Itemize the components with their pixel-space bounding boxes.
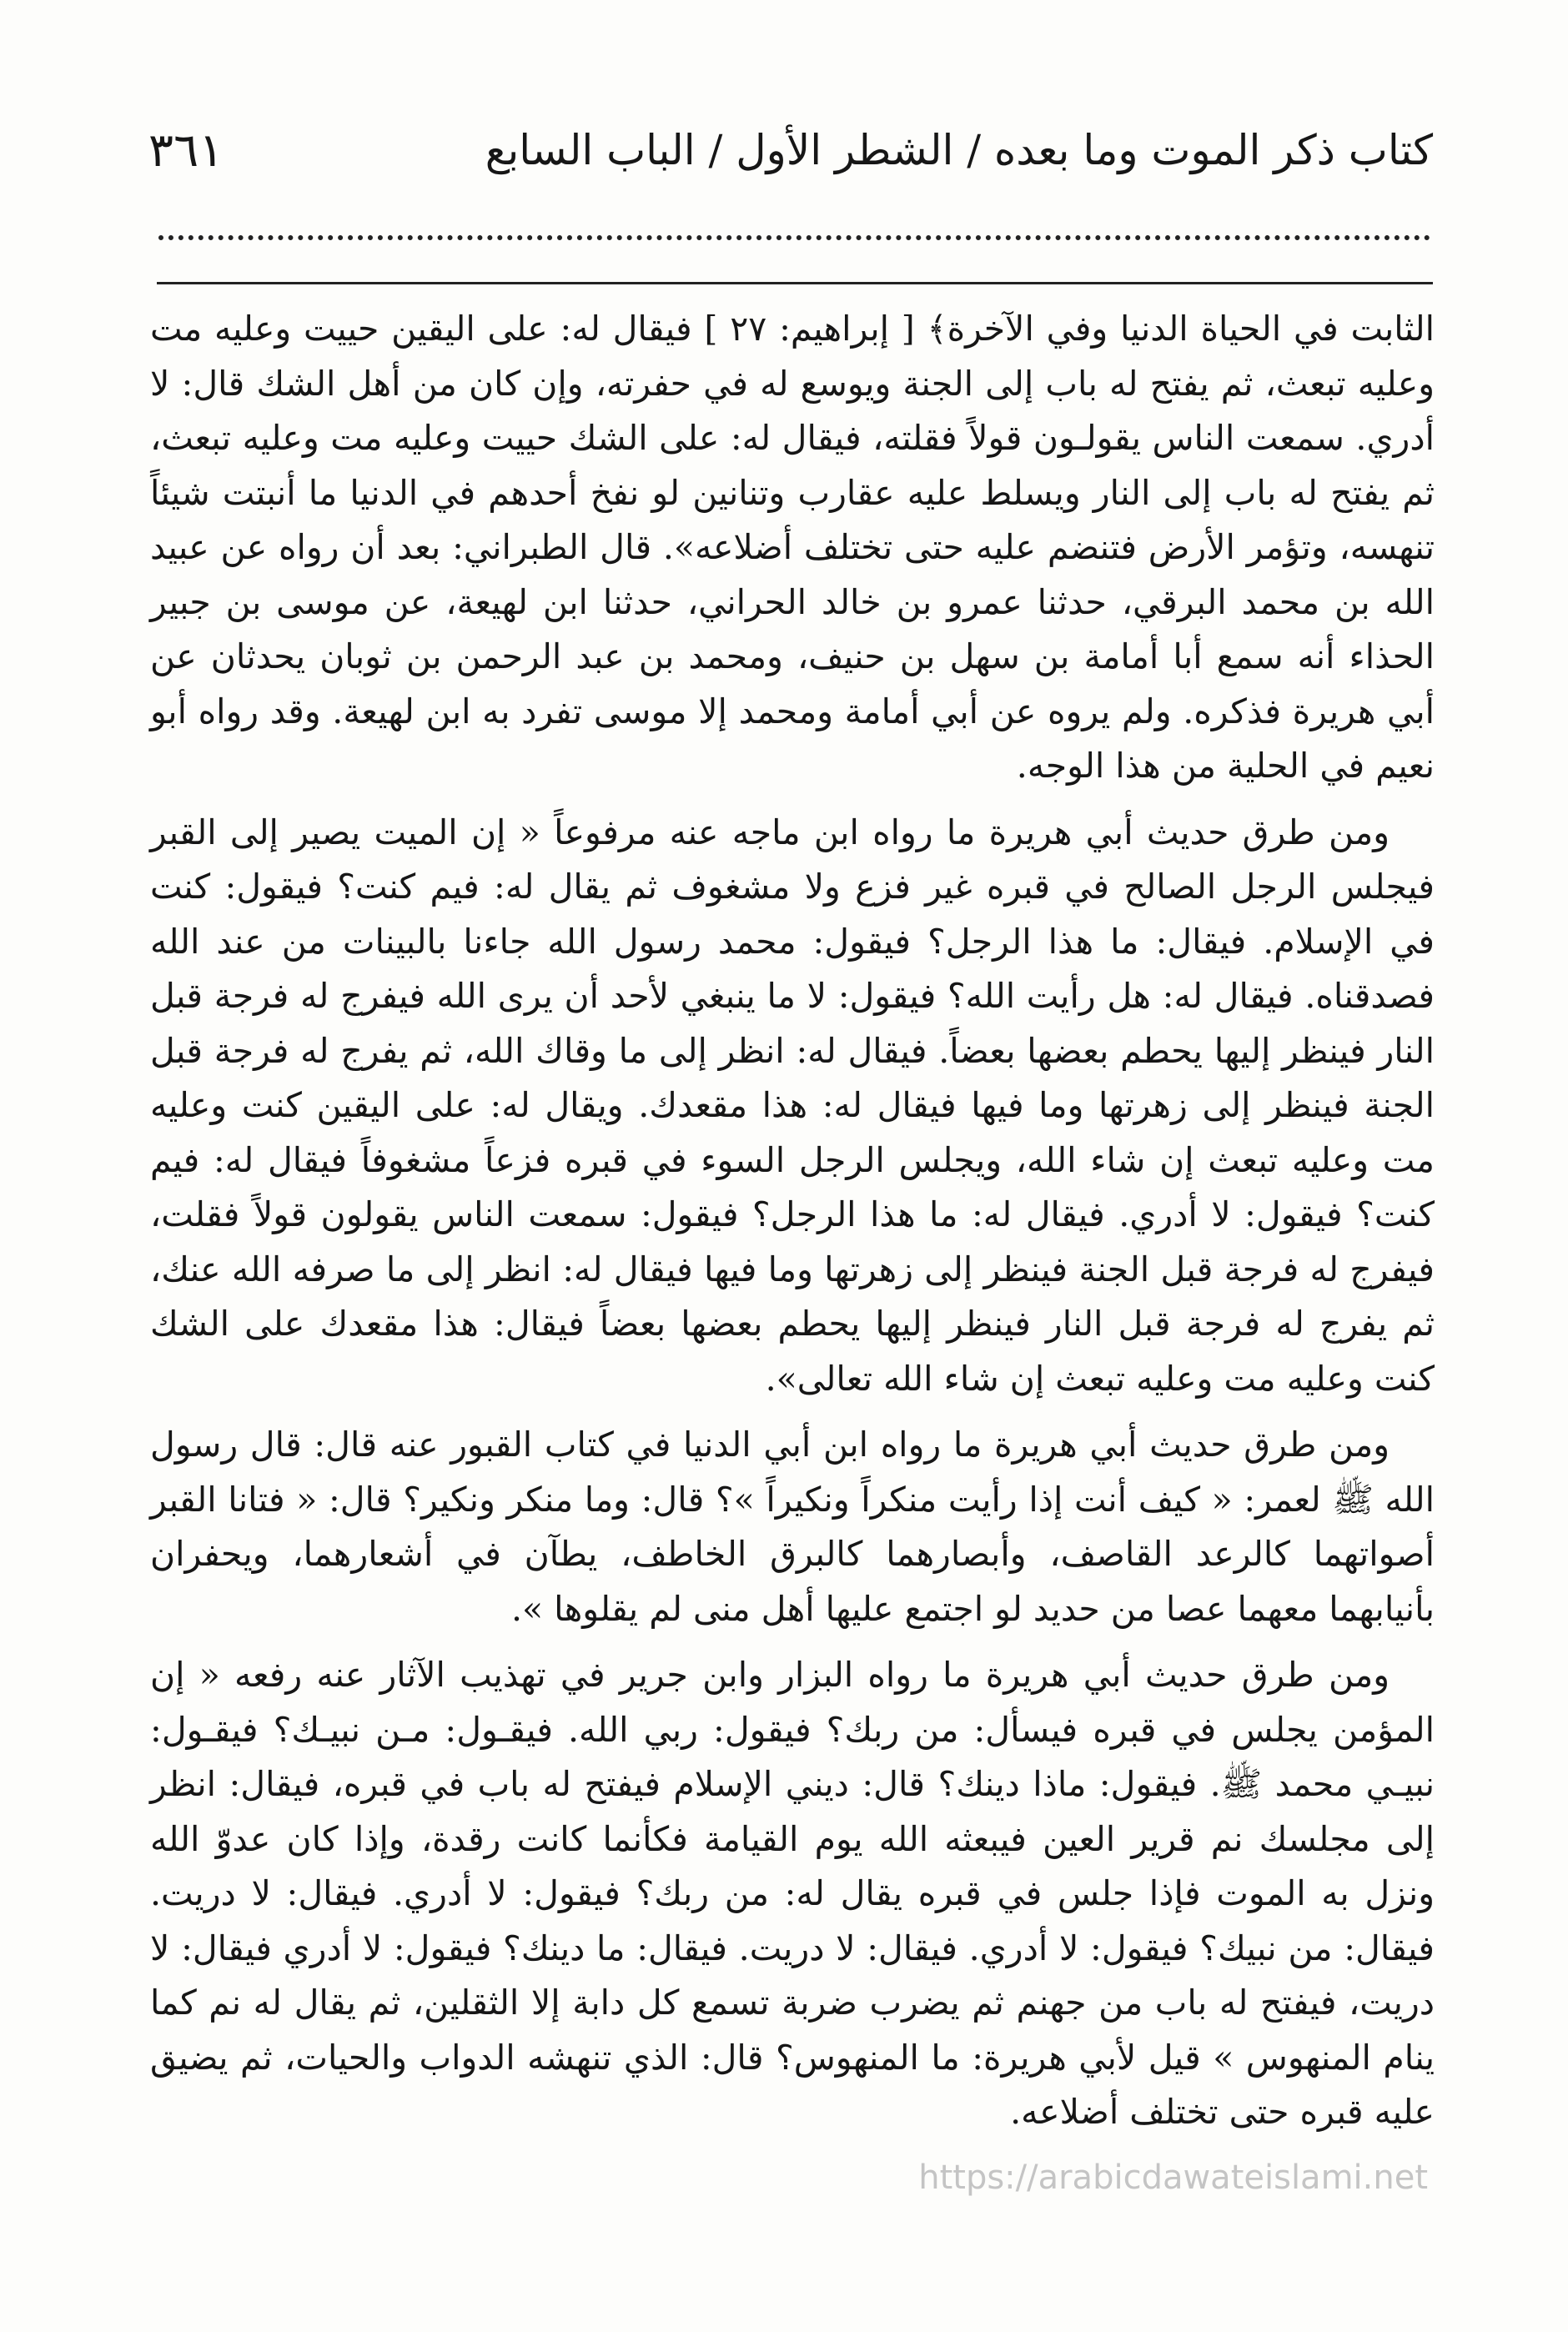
- watermark-url: https://arabicdawateislami.net: [918, 2159, 1428, 2197]
- page-header: [148, 108, 1433, 192]
- running-title: كتاب ذكر الموت وما بعده / الشطر الأول / الباب السابع: [485, 126, 1433, 174]
- header-rule: [157, 282, 1433, 284]
- paragraph: ومن طرق حديث أبي هريرة ما رواه ابن أبي الدنيا في كتاب القبور عنه قال: قال رسول الله ﷺ لعمر: « كيف أنت إذا رأيت منكراً ونكيراً »؟ قال: وما منكر ونكير؟ قال: « فتانا القبر أصواتهما كالرعد القاصف، وأبصارهما كالبرق الخاطف، يطآن في أشعارهما، ويحفران بأنيابهما معهما عصا من حديد لو اجتمع عليها أهل منى لم يقلوها ».: [150, 1425, 1435, 1629]
- paragraph: ومن طرق حديث أبي هريرة ما رواه ابن ماجه عنه مرفوعاً « إن الميت يصير إلى القبر فيجلس الرجل الصالح في قبره غير فزع ولا مشغوف ثم يقال له: فيم كنت؟ فيقول: كنت في الإسلام. فيقال: ما هذا الرجل؟ فيقول: محمد رسول الله جاءنا بالبينات من عند الله فصدقناه. فيقال له: هل رأيت الله؟ فيقول: لا ما ينبغي لأحد أن يرى الله فيفرج له فرجة قبل النار فينظر إليها يحطم بعضها بعضاً. فيقال له: انظر إلى ما وقاك الله، ثم يفرج له فرجة قبل الجنة فينظر إلى زهرتها وما فيها فيقال له: هذا مقعدك. ويقال له: على اليقين كنت وعليه مت وعليه تبعث إن شاء الله، ويجلس الرجل السوء في قبره فزعاً مشغوفاً فيقال له: فيم كنت؟ فيقول: لا أدري. فيقال له: ما هذا الرجل؟ فيقول: سمعت الناس يقولون قولاً فقلت، فيفرج له فرجة قبل الجنة فينظر إلى زهرتها وما فيها فيقال له: انظر إلى ما صرفه الله عنك، ثم يفرج له فرجة قبل النار فينظر إليها يحطم بعضها بعضاً فيقال: هذا مقعدك على الشك كنت وعليه مت وعليه تبعث إن شاء الله تعالى».: [150, 812, 1435, 1399]
- paragraph: ومن طرق حديث أبي هريرة ما رواه البزار وابن جرير في تهذيب الآثار عنه رفعه « إن المؤمن يجلس في قبره فيسأل: من ربك؟ فيقول: ربي الله. فيقـول: مـن نبيـك؟ فيقـول: نبيـي محمد ﷺ. فيقول: ماذا دينك؟ قال: ديني الإسلام فيفتح له باب في قبره، فيقال: انظر إلى مجلسك نم قرير العين فيبعثه الله يوم القيامة فكأنما كانت رقدة، وإذا كان عدوّ الله ونزل به الموت فإذا جلس في قبره يقال له: من ربك؟ فيقول: لا أدري. فيقال: لا دريت. فيقال: من نبيك؟ فيقول: لا أدري. فيقال: لا دريت. فيقال: ما دينك؟ فيقول: لا أدري فيقال: لا دريت، فيفتح له باب من جهنم ثم يضرب ضربة تسمع كل دابة إلا الثقلين، ثم يقال له نم كما ينام المنهوس » قيل لأبي هريرة: ما المنهوس؟ قال: الذي تنهشه الدواب والحيات، ثم يضيق عليه قبره حتى تختلف أضلاعه.: [150, 1655, 1435, 2132]
- page-number: ٣٦١: [148, 123, 224, 178]
- paragraph: الثابت في الحياة الدنيا وفي الآخرة﴾ [ إبراهيم: ٢٧ ] فيقال له: على اليقين حييت وعليه مت وعليه تبعث، ثم يفتح له باب إلى الجنة ويوسع له في حفرته، وإن كان من أهل الشك قال: لا أدري. سمعت الناس يقولـون قولاً فقلته، فيقال له: على الشك حييت وعليه مت وعليه تبعث، ثم يفتح له باب إلى النار ويسلط عليه عقارب وتنانين لو نفخ أحدهم في الدنيا ما أنبتت شيئاً تنهسه، وتؤمر الأرض فتنضم عليه حتى تختلف أضلاعه». قال الطبراني: بعد أن رواه عن عبيد الله بن محمد البرقي، حدثنا عمرو بن خالد الحراني، حدثنا ابن لهيعة، عن موسى بن جبير الحذاء أنه سمع أبا أمامة بن سهل بن حنيف، ومحمد بن عبد الرحمن بن ثوبان يحدثان عن أبي هريرة فذكره. ولم يروه عن أبي أمامة ومحمد إلا موسى تفرد به ابن لهيعة. وقد رواه أبو نعيم في الحلية من هذا الوجه.: [150, 309, 1435, 786]
- body-text: [150, 302, 1435, 2152]
- dotted-separator: [158, 219, 1430, 240]
